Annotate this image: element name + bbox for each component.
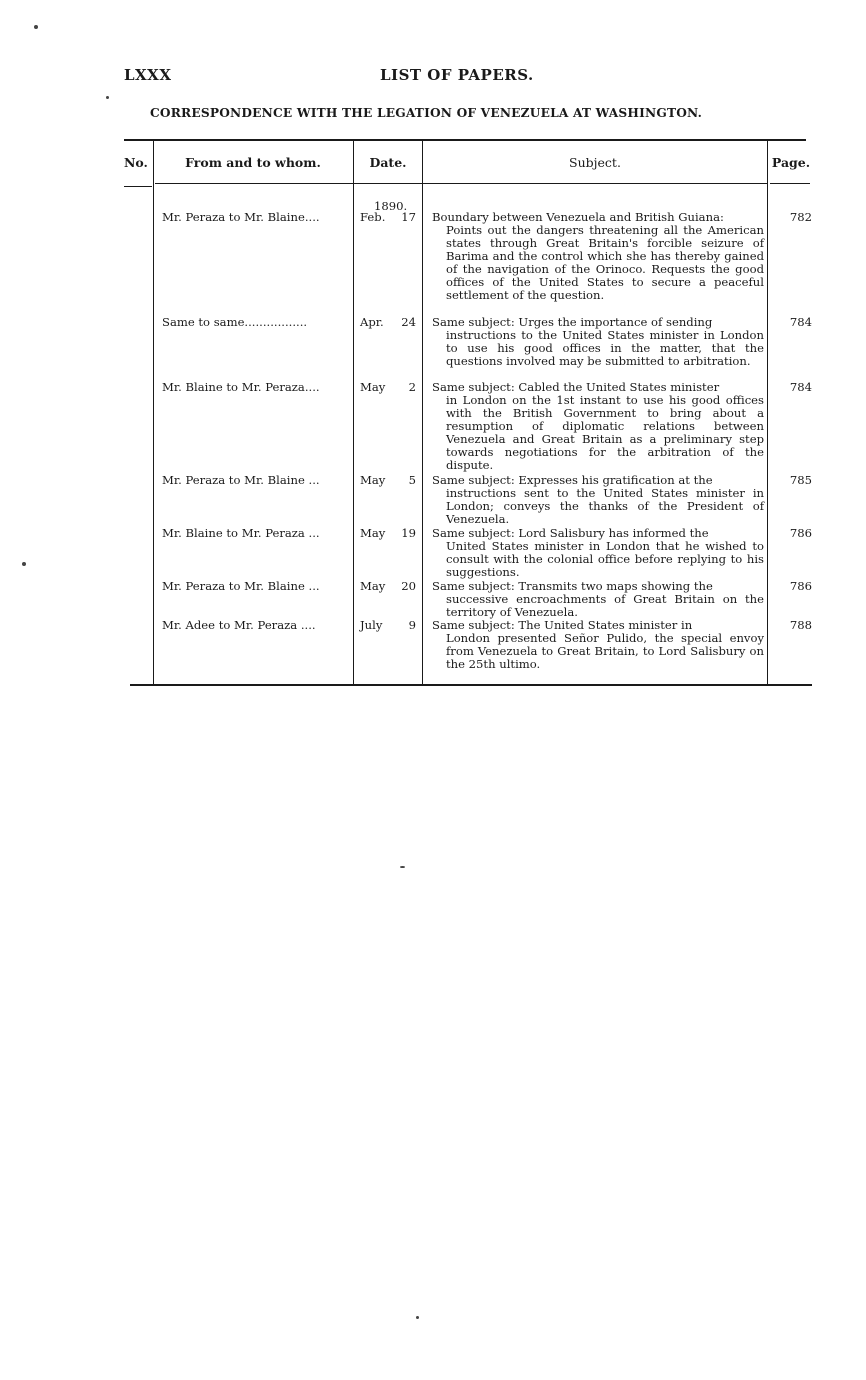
row-subject xyxy=(432,474,764,526)
row-subject-head: Boundary between Venezuela and British Guiana: xyxy=(432,210,724,224)
row-subject-head: Same subject: The United States minister in xyxy=(432,618,693,632)
row-page: 788 xyxy=(789,618,812,632)
row-day: 17 xyxy=(401,210,416,224)
row-subject-head: Same subject: Urges the importance of sending xyxy=(432,315,713,329)
row-subject-head: Same subject: Lord Salisbury has informed the xyxy=(432,526,709,540)
row-subject xyxy=(432,316,764,368)
header-no: No. xyxy=(124,155,148,170)
row-from-to: Mr. Blaine to Mr. Peraza ... xyxy=(162,527,320,540)
row-from-to: Same to same................. xyxy=(162,316,308,329)
row-page: 786 xyxy=(789,579,812,593)
row-day: 20 xyxy=(401,579,416,593)
row-subject xyxy=(432,619,764,671)
scan-speck xyxy=(34,25,38,29)
column-divider-3 xyxy=(422,141,423,684)
scan-speck xyxy=(400,866,405,868)
row-month: May xyxy=(360,526,386,540)
header-bottom-rule xyxy=(155,183,767,184)
column-divider-2 xyxy=(353,141,354,684)
page-column-rule xyxy=(770,183,810,184)
row-day: 24 xyxy=(401,315,416,329)
row-month: Feb. xyxy=(360,210,386,224)
row-subject-body: instructions sent to the United States minister in London; conveys the thanks of the President of Venezuela. xyxy=(446,486,764,526)
section-title: CORRESPONDENCE WITH THE LEGATION OF VENEZUELA AT WASHINGTON. xyxy=(150,106,703,120)
row-page: 784 xyxy=(789,315,812,329)
row-day: 19 xyxy=(401,526,416,540)
row-subject xyxy=(432,580,764,619)
column-divider-4 xyxy=(767,141,768,684)
scan-speck xyxy=(22,562,26,566)
row-day: 2 xyxy=(408,380,416,394)
row-subject xyxy=(432,527,764,579)
row-subject-body: Points out the dangers threatening all the American states through Great Britain's forcible seizure of Barima and the control which she has thereby gained of the navigation of the Orinoco. Requests the good offices of the United States to secure a peaceful settlement of the question. xyxy=(446,223,764,302)
row-from-to: Mr. Blaine to Mr. Peraza.... xyxy=(162,381,320,394)
row-page: 784 xyxy=(789,380,812,394)
row-subject-body: United States minister in London that he wished to consult with the colonial office before replying to his suggestions. xyxy=(446,539,764,579)
no-column-rule xyxy=(124,186,152,187)
row-month: Apr. xyxy=(360,315,384,329)
row-month: May xyxy=(360,473,386,487)
row-subject xyxy=(432,211,764,302)
row-subject-body: instructions to the United States minister in London to use his good offices in the matter, that the questions involved may be submitted to arbitration. xyxy=(446,328,764,368)
page-number: LXXX xyxy=(124,66,172,84)
row-subject-head: Same subject: Cabled the United States minister xyxy=(432,380,720,394)
scan-speck xyxy=(106,96,109,99)
row-subject-body: London presented Señor Pulido, the special envoy from Venezuela to Great Britain, to Lord Salisbury on the 25th ultimo. xyxy=(446,631,764,671)
table-top-rule xyxy=(124,139,806,141)
header-page: Page. xyxy=(771,155,811,170)
row-day: 5 xyxy=(408,473,416,487)
row-page: 782 xyxy=(789,210,812,224)
row-from-to: Mr. Peraza to Mr. Blaine ... xyxy=(162,580,320,593)
row-from-to: Mr. Adee to Mr. Peraza .... xyxy=(162,619,316,632)
row-month: May xyxy=(360,380,386,394)
header-date: Date. xyxy=(369,155,407,170)
row-subject-head: Same subject: Transmits two maps showing the xyxy=(432,579,713,593)
row-month: May xyxy=(360,579,386,593)
row-page: 786 xyxy=(789,526,812,540)
scan-speck xyxy=(416,1316,419,1319)
year-label: 1890. xyxy=(374,199,408,213)
header-subject: Subject. xyxy=(569,155,621,170)
column-divider-1 xyxy=(153,141,154,684)
table-bottom-rule xyxy=(130,684,812,686)
header-from-to: From and to whom. xyxy=(185,155,321,170)
row-subject-body: in London on the 1st instant to use his good offices with the British Government to bring about a resumption of diplomatic relations between Venezuela and Great Britain as a preliminary step towards negotiations for the arbitration of the dispute. xyxy=(446,393,764,472)
row-from-to: Mr. Peraza to Mr. Blaine.... xyxy=(162,211,320,224)
row-subject-head: Same subject: Expresses his gratification at the xyxy=(432,473,713,487)
row-month: July xyxy=(360,618,383,632)
row-subject-body: successive encroachments of Great Britain on the territory of Venezuela. xyxy=(446,592,764,619)
row-from-to: Mr. Peraza to Mr. Blaine ... xyxy=(162,474,320,487)
row-day: 9 xyxy=(408,618,416,632)
row-page: 785 xyxy=(789,473,812,487)
row-subject xyxy=(432,381,764,472)
page-title: LIST OF PAPERS. xyxy=(380,66,534,84)
